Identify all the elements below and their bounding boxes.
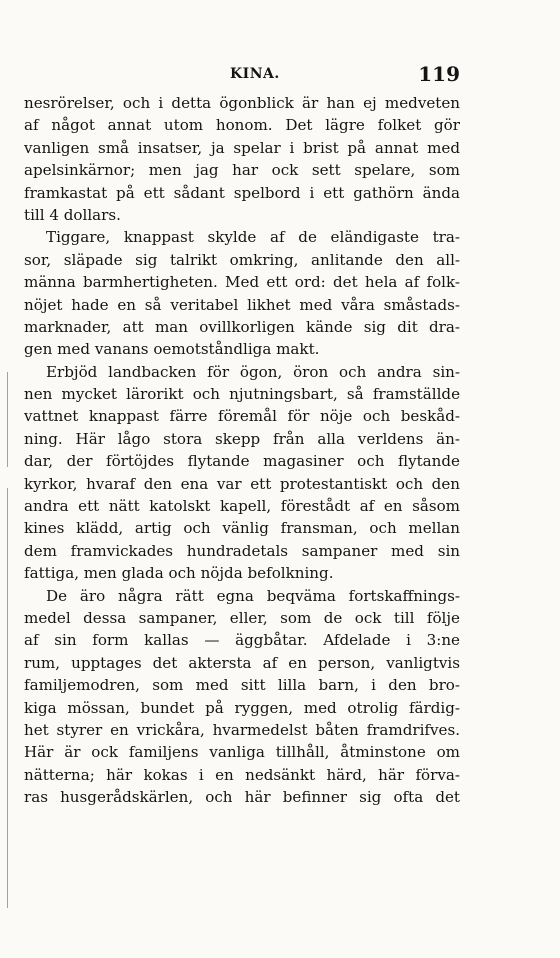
text-line: Tiggare, knappast skylde af de eländigaste tra- <box>46 228 460 247</box>
text-line: nen mycket lärorikt och njutningsbart, så framställde <box>24 385 460 404</box>
text-line: nöjet hade en så veritabel likhet med våra småstads- <box>24 295 460 314</box>
text-line: vattnet knappast färre föremål för nöje och beskåd- <box>24 407 460 426</box>
margin-rule-lower <box>7 488 8 908</box>
text-line: till 4 dollars. <box>24 205 121 224</box>
margin-rule-upper <box>7 372 8 467</box>
text-line: andra ett nätt katolskt kapell, förestådt af en såsom <box>24 497 460 516</box>
text-line: het styrer en vrickåra, hvarmedelst båten framdrifves. <box>24 720 460 739</box>
text-line: rum, upptages det aktersta af en person, vanligtvis <box>24 653 460 672</box>
text-line: ning. Här lågo stora skepp från alla verldens än- <box>24 429 460 448</box>
text-line: af sin form kallas — äggbåtar. Afdelade i 3:ne <box>24 631 460 650</box>
page-number: 119 <box>418 62 460 86</box>
text-line: dem framvickades hundradetals sampaner med sin <box>24 541 460 560</box>
text-line: medel dessa sampaner, eller, som de ock till följe <box>24 608 460 627</box>
text-line: familjemodren, som med sitt lilla barn, i den bro- <box>24 676 460 695</box>
text-line: nätterna; här kokas i en nedsänkt härd, här förva- <box>24 765 460 784</box>
body-text <box>24 92 460 809</box>
running-title: KINA. <box>230 66 280 82</box>
text-line: dar, der förtöjdes flytande magasiner och flytande <box>24 452 460 471</box>
text-line: sor, släpade sig talrikt omkring, anlitande den all- <box>24 250 460 269</box>
text-line: vanligen små insatser, ja spelar i brist på annat med <box>24 138 460 157</box>
text-line: framkastat på ett sådant spelbord i ett gathörn ända <box>24 183 460 202</box>
text-line: kiga mössan, bundet på ryggen, med otrolig färdig- <box>24 698 460 717</box>
running-head <box>24 62 460 86</box>
text-line: marknader, att man ovillkorligen kände sig dit dra- <box>24 317 460 336</box>
text-line: Här är ock familjens vanliga tillhåll, åtminstone om <box>24 743 460 762</box>
text-line: kines klädd, artig och vänlig fransman, och mellan <box>24 519 460 538</box>
text-line: De äro några rätt egna beqväma fortskaffnings- <box>46 586 460 605</box>
text-line: kyrkor, hvaraf den ena var ett protestantiskt och den <box>24 474 460 493</box>
text-line: nesrörelser, och i detta ögonblick är han ej medveten <box>24 94 460 112</box>
text-line: apelsinkärnor; men jag har ock sett spelare, som <box>24 161 460 180</box>
text-line: ras husgerådskärlen, och här befinner sig ofta det <box>24 788 460 807</box>
text-line: Erbjöd landbacken för ögon, öron och andra sin- <box>46 362 460 381</box>
text-line: fattiga, men glada och nöjda befolkning. <box>24 564 334 583</box>
text-line: gen med vanans oemotståndliga makt. <box>24 340 320 359</box>
text-line: männa barmhertigheten. Med ett ord: det hela af folk- <box>24 273 460 292</box>
text-line: af något annat utom honom. Det lägre folket gör <box>24 116 460 135</box>
